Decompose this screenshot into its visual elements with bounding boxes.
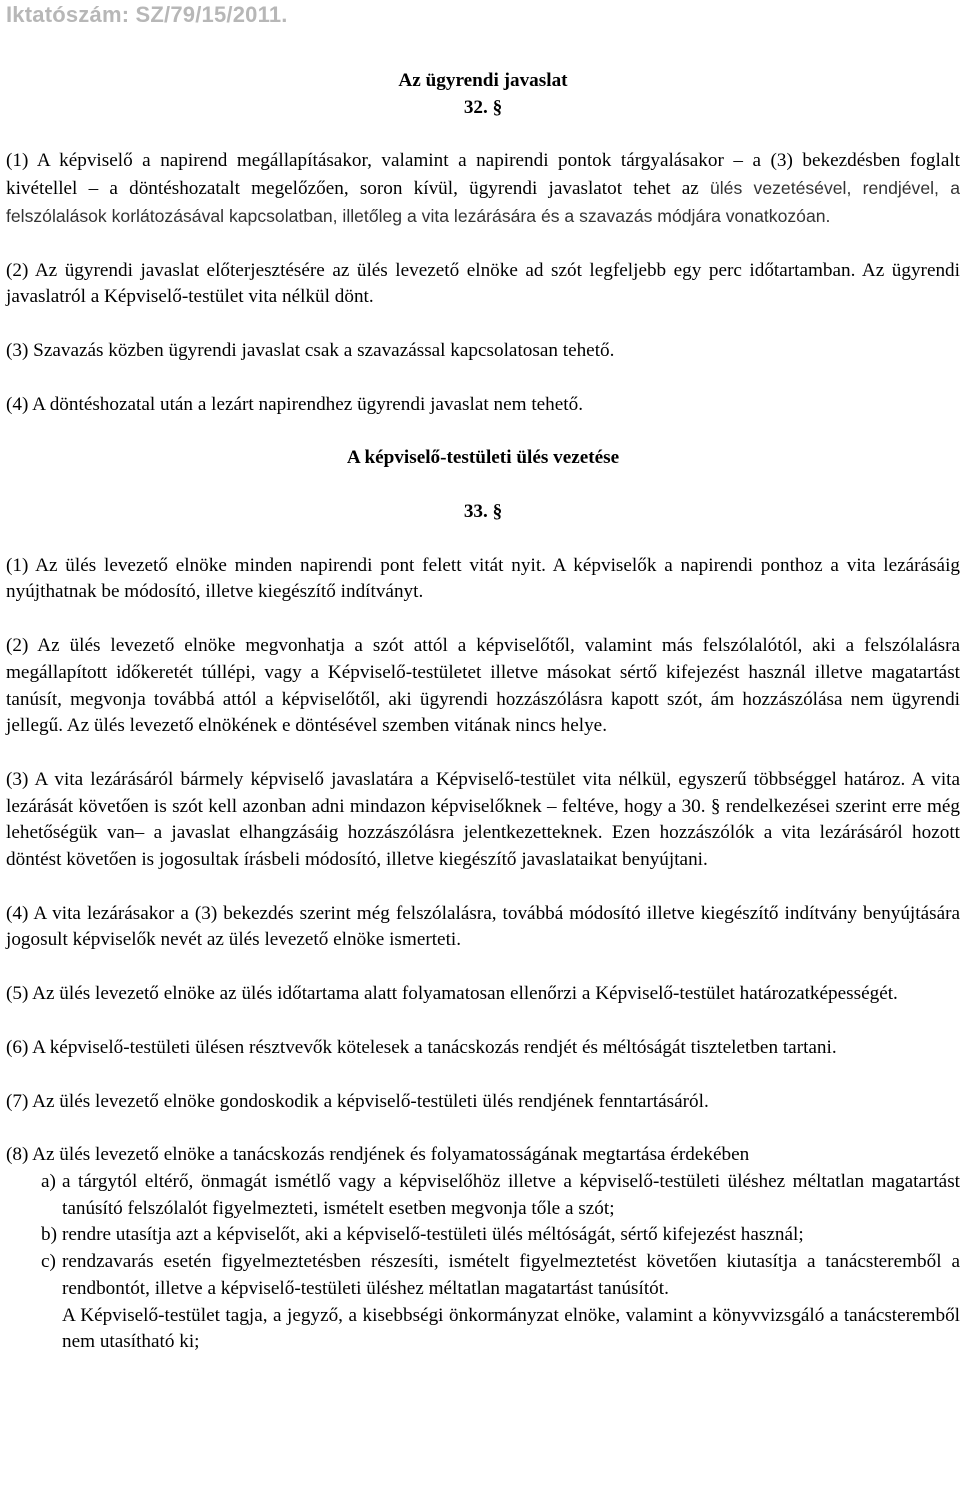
section-33-number: 33. § <box>463 501 503 523</box>
section-32-title: Az ügyrendi javaslat <box>398 70 568 91</box>
section-33-paragraph-1: (1) Az ülés levezető elnöke minden napirendi pont felett vitát nyit. A képviselők a napirendi ponthoz a vita lezárásáig nyújthatnak be módosító, illetve kiegészítő indítványt. <box>6 554 960 603</box>
list-item-a <box>6 1169 960 1222</box>
section-32-paragraph-1-text: (1) A képviselő a napirend megállapításakor, valamint a napirendi pontok tárgyalásakor – a (3) bekezdésben foglalt kivétellel – a döntéshozatalt megelőzően, soron kívül, ügyrendi javaslatot tehet az <box>6 150 960 200</box>
list-item-c-mark: c) <box>41 1251 56 1273</box>
document-header-reg-number: Iktatószám: SZ/79/15/2011. <box>6 2 288 27</box>
section-33-paragraph-2: (2) Az ülés levezető elnöke megvonhatja a szót attól a képviselőtől, valamint más felszólalótól, aki a felszólalásra megállapított időkeretét túllépi, vagy a Képviselő-testületet illetve másokat sértő kifejezést használ illetve magatartást tanúsít, megvonja továbbá attól a képviselőtől, aki ügyrendi hozzászólásra kapott szót, ám hozzászólása nem ügyrendi jellegű. Az ülés levezető elnökének e döntésével szemben vitának nincs helye. <box>6 635 960 737</box>
section-32-paragraph-1 <box>6 148 960 230</box>
list-item-c-text: rendzavarás esetén figyelmeztetésben részesíti, ismételt figyelmeztetést követően kiutasítja a tanácsteremből a rendbontót, illetve a képviselő-testületi üléshez méltatlan magatartást tanúsítót. <box>62 1251 960 1299</box>
section-32-paragraph-1-sans-text: ülés vezetésével, rendjével, a felszólalások korlátozásával kapcsolatban, illetőleg a vita lezárására és a szavazás módjára vonatkozóan. <box>6 178 960 226</box>
section-32-paragraph-3: (3) Szavazás közben ügyrendi javaslat csak a szavazással kapcsolatosan tehető. <box>6 339 615 361</box>
list-item-b <box>6 1222 960 1249</box>
document-body <box>6 68 960 1356</box>
section-33-paragraph-5: (5) Az ülés levezető elnöke az ülés időtartama alatt folyamatosan ellenőrzi a Képviselő-testület határozatképességét. <box>6 983 898 1005</box>
section-32-number: 32. § <box>463 96 503 118</box>
list-item-c <box>6 1249 960 1302</box>
section-33-paragraph-8: (8) Az ülés levezető elnöke a tanácskozás rendjének és folyamatosságának megtartása érdekében <box>6 1144 750 1166</box>
list-closing-text: A Képviselő-testület tagja, a jegyző, a kisebbségi önkormányzat elnöke, valamint a könyvvizsgáló a tanácsteremből nem utasítható ki; <box>62 1304 960 1353</box>
list-item-b-mark: b) <box>41 1224 57 1246</box>
section-33-title: A képviselő-testületi ülés vezetése <box>346 447 620 469</box>
section-33-paragraph-7: (7) Az ülés levezető elnöke gondoskodik a képviselő-testületi ülés rendjének fenntartásáról. <box>6 1090 709 1112</box>
section-32-paragraph-4: (4) A döntéshozatal után a lezárt napirendhez ügyrendi javaslat nem tehető. <box>6 393 584 415</box>
list-item-a-mark: a) <box>41 1170 56 1192</box>
section-33-paragraph-4: (4) A vita lezárásakor a (3) bekezdés szerint még felszólalásra, továbbá módosító illetve kiegészítő indítvány benyújtására jogosult képviselők nevét az ülés levezető elnöke ismerteti. <box>6 902 960 951</box>
section-33-paragraph-3: (3) A vita lezárásáról bármely képviselő javaslatára a Képviselő-testület vita nélkül, egyszerű többséggel határoz. A vita lezárását követően is szót kell azonban adni mindazon képviselőknek – feltéve, hogy a 30. § rendelkezései szerint erre még lehetőségük van– a javaslat elhangzásáig hozzászólásra jelentkezetteknek. Ezen hozzászólók a vita lezárásáról hozott döntést követően is jogosultak írásbeli módosító, illetve kiegészítő javaslataikat benyújtani. <box>6 768 960 871</box>
list-item-a-text: a tárgytól eltérő, önmagát ismétlő vagy a képviselőhöz illetve a képviselő-testületi üléshez méltatlan magatartást tanúsító felszólalót figyelmezteti, ismételt esetben megvonja tőle a szót; <box>62 1170 960 1219</box>
section-32-paragraph-2: (2) Az ügyrendi javaslat előterjesztésére az ülés levezető elnöke ad szót legfeljebb egy perc időtartamban. Az ügyrendi javaslatról a Képviselő-testület vita nélkül dönt. <box>6 259 960 308</box>
section-33-paragraph-6: (6) A képviselő-testületi ülésen résztvevők kötelesek a tanácskozás rendjét és méltóságát tiszteletben tartani. <box>6 1036 837 1058</box>
list-item-b-text: rendre utasítja azt a képviselőt, aki a képviselő-testületi ülés méltóságát, sértő kifejezést használ; <box>62 1224 804 1246</box>
